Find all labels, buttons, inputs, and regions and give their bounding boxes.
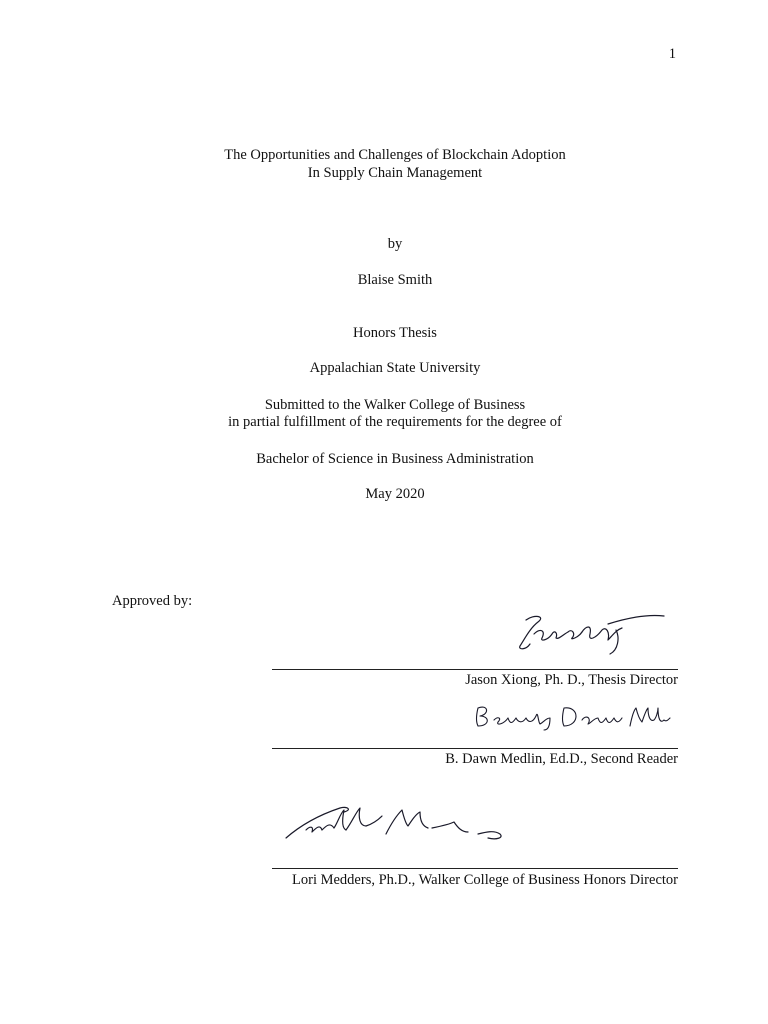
- submission-line-2: in partial fulfillment of the requirements for the degree of: [228, 414, 562, 430]
- signatory-caption-1: Jason Xiong, Ph. D., Thesis Director: [465, 672, 678, 688]
- university-name: Appalachian State University: [309, 360, 481, 376]
- degree-name: Bachelor of Science in Business Administration: [256, 451, 534, 467]
- page-number: 1: [668, 46, 676, 62]
- thesis-type: Honors Thesis: [353, 325, 437, 341]
- approved-by-label: Approved by:: [112, 593, 193, 609]
- signature-lori-medders: [282, 802, 514, 850]
- by-label: by: [387, 236, 403, 252]
- signature-dawn-medlin: [472, 702, 672, 732]
- title-line-2: In Supply Chain Management: [307, 165, 483, 181]
- signature-line-1: [272, 669, 678, 670]
- submission-date: May 2020: [365, 486, 425, 502]
- signatory-caption-3: Lori Medders, Ph.D., Walker College of Business Honors Director: [292, 872, 678, 888]
- signature-line-2: [272, 748, 678, 749]
- submission-line-1: Submitted to the Walker College of Business: [264, 397, 526, 413]
- signatory-caption-2: B. Dawn Medlin, Ed.D., Second Reader: [445, 751, 678, 767]
- author-name: Blaise Smith: [357, 272, 433, 288]
- title-line-1: The Opportunities and Challenges of Blockchain Adoption: [224, 147, 566, 163]
- signature-jason-xiong: [512, 610, 667, 656]
- signature-line-3: [272, 868, 678, 869]
